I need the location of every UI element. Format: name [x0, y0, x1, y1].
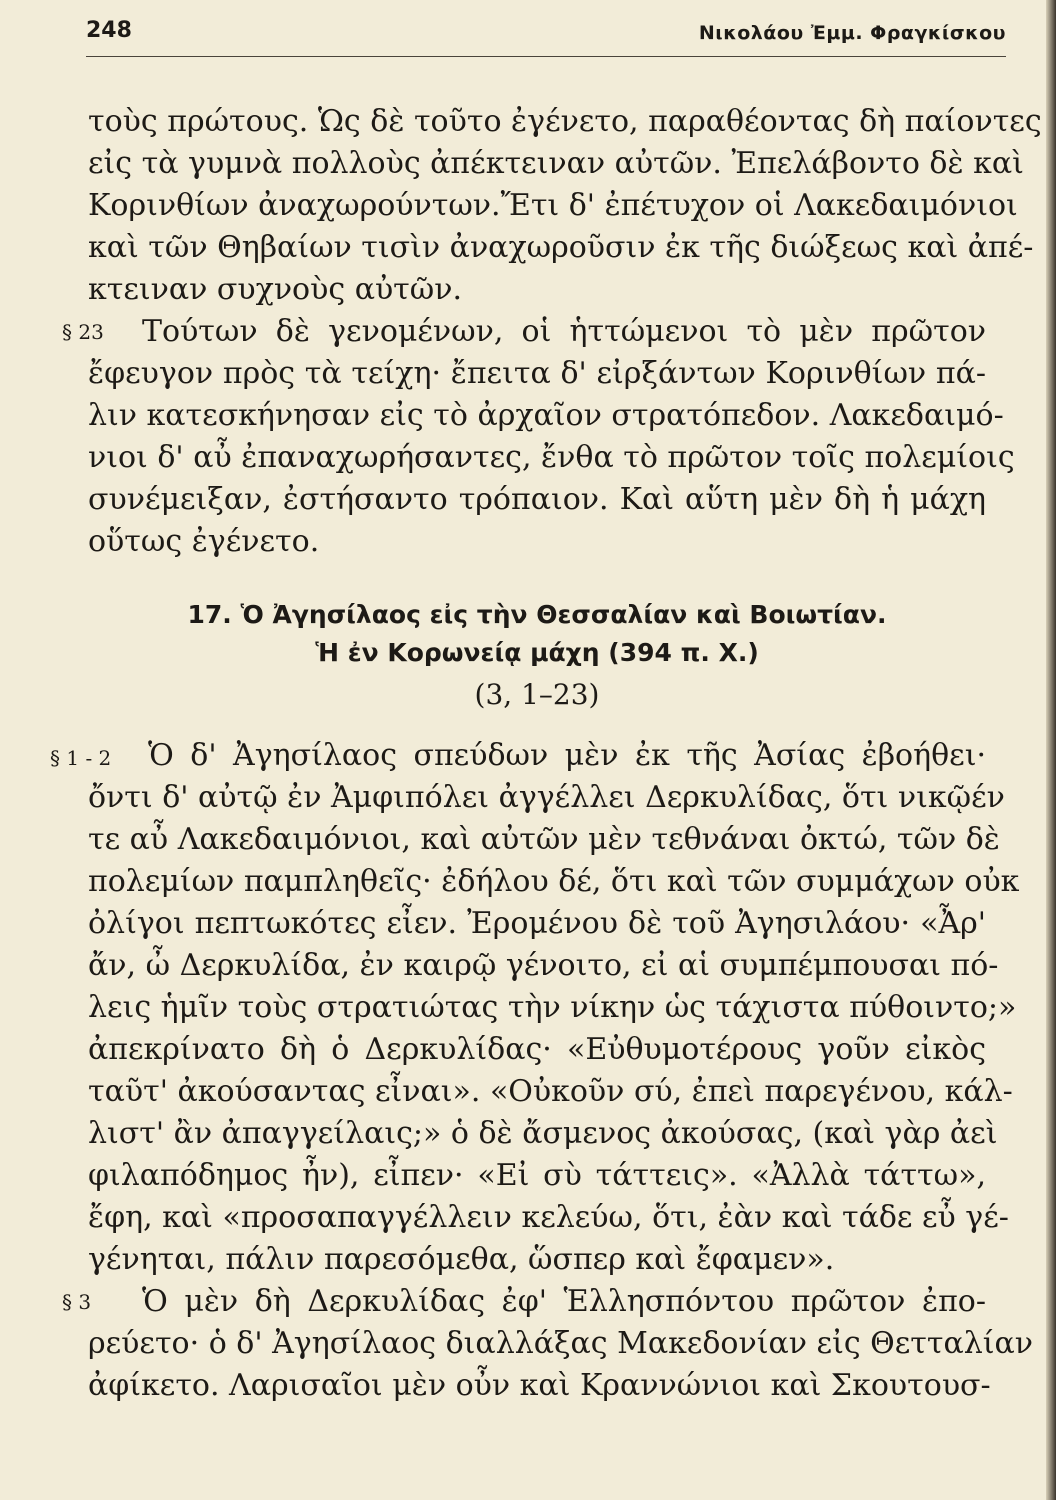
section-marker: § 3 [62, 1290, 92, 1314]
text-line: λιστ' ἂν ἀπαγγείλαις;» ὁ δὲ ἄσμενος ἀκούσας, (καὶ γὰρ ἀεὶ [88, 1116, 998, 1151]
section-marker: § 23 [62, 320, 104, 344]
text-line: εἰς τὰ γυμνὰ πολλοὺς ἀπέκτειναν αὐτῶν. Ἐπελάβοντο δὲ καὶ [88, 146, 1024, 181]
text-line: Κορινθίων ἀναχωρούντων.Ἔτι δ' ἐπέτυχον οἱ Λακεδαιμόνιοι [88, 188, 1018, 223]
text-line: πολεμίων παμπληθεῖς· ἐδήλου δέ, ὅτι καὶ τῶν συμμάχων οὐκ [88, 864, 1020, 899]
text-line: Ὁ μὲν δὴ Δερκυλίδας ἐφ' Ἑλλησπόντου πρῶτον ἐπο- [142, 1284, 986, 1319]
text-line: ὄντι δ' αὐτῷ ἐν Ἀμφιπόλει ἀγγέλλει Δερκυλίδας, ὅτι νικῷέν [88, 780, 1005, 815]
text-line: οὕτως ἐγένετο. [88, 524, 320, 559]
text-line: Τούτων δὲ γενομένων, οἱ ἡττώμενοι τὸ μὲν πρῶτον [142, 314, 986, 349]
page-spine-shadow [1046, 0, 1056, 1500]
text-line: ἔφευγον πρὸς τὰ τείχη· ἔπειτα δ' εἰρξάντων Κορινθίων πά- [88, 356, 986, 391]
text-line: τοὺς πρώτους. Ὡς δὲ τοῦτο ἐγένετο, παραθέοντας δὴ παίοντες [88, 104, 1042, 139]
text-line: φιλαπόδημος ἦν), εἶπεν· «Εἰ σὺ τάττεις». «Ἀλλὰ τάττω», [88, 1158, 986, 1193]
text-line: ἀφίκετο. Λαρισαῖοι μὲν οὖν καὶ Κραννώνιοι καὶ Σκουτουσ- [88, 1368, 991, 1403]
chapter-reference: (3, 1–23) [474, 678, 600, 711]
text-line: συνέμειξαν, ἐστήσαντο τρόπαιον. Καὶ αὕτη μὲν δὴ ἡ μάχη [88, 482, 986, 517]
text-line: καὶ τῶν Θηβαίων τισὶν ἀναχωροῦσιν ἐκ τῆς διώξεως καὶ ἀπέ- [88, 230, 1034, 265]
text-line: λιν κατεσκήνησαν εἰς τὸ ἀρχαῖον στρατόπεδον. Λακεδαιμό- [88, 398, 1004, 433]
chapter-subheading: Ἡ ἐν Κορωνείᾳ μάχη (394 π. Χ.) [315, 638, 759, 667]
text-line: κτειναν συχνοὺς αὐτῶν. [88, 272, 463, 307]
text-line: Ὁ δ' Ἀγησίλαος σπεύδων μὲν ἐκ τῆς Ἀσίας ἐβοήθει· [148, 738, 986, 773]
running-title: Νικολάου Ἐμμ. Φραγκίσκου [698, 22, 1006, 44]
page-number: 248 [86, 18, 132, 43]
text-line: τε αὖ Λακεδαιμόνιοι, καὶ αὐτῶν μὲν τεθνάναι ὀκτώ, τῶν δὲ [88, 822, 1000, 857]
chapter-heading: 17. Ὁ Ἀγησίλαος εἰς τὴν Θεσσαλίαν καὶ Βοιωτίαν. [187, 600, 887, 629]
text-line: ἔφη, καὶ «προσαπαγγέλλειν κελεύω, ὅτι, ἐὰν καὶ τάδε εὖ γέ- [88, 1200, 1009, 1235]
text-line: νιοι δ' αὖ ἐπαναχωρήσαντες, ἔνθα τὸ πρῶτον τοῖς πολεμίοις [88, 440, 1015, 475]
text-line: ταῦτ' ἀκούσαντας εἶναι». «Οὐκοῦν σύ, ἐπεὶ παρεγένου, κάλ- [88, 1074, 1013, 1109]
text-line: ἄν, ὦ Δερκυλίδα, ἐν καιρῷ γένοιτο, εἰ αἱ συμπέμπουσαι πό- [88, 948, 999, 983]
text-line: ρεύετο· ὁ δ' Ἀγησίλαος διαλλάξας Μακεδονίαν εἰς Θετταλίαν [88, 1326, 1034, 1361]
text-line: ἀπεκρίνατο δὴ ὁ Δερκυλίδας· «Εὐθυμοτέρους γοῦν εἰκὸς [88, 1032, 986, 1067]
text-line: ὀλίγοι πεπτωκότες εἶεν. Ἐρομένου δὲ τοῦ Ἀγησιλάου· «Ἆρ' [88, 906, 986, 941]
text-line: γένηται, πάλιν παρεσόμεθα, ὥσπερ καὶ ἔφαμεν». [88, 1242, 835, 1277]
text-line: λεις ἡμῖν τοὺς στρατιώτας τὴν νίκην ὡς τάχιστα πύθοιντο;» [88, 990, 1017, 1025]
header-rule [86, 56, 1006, 57]
section-marker: § 1 - 2 [50, 746, 112, 770]
